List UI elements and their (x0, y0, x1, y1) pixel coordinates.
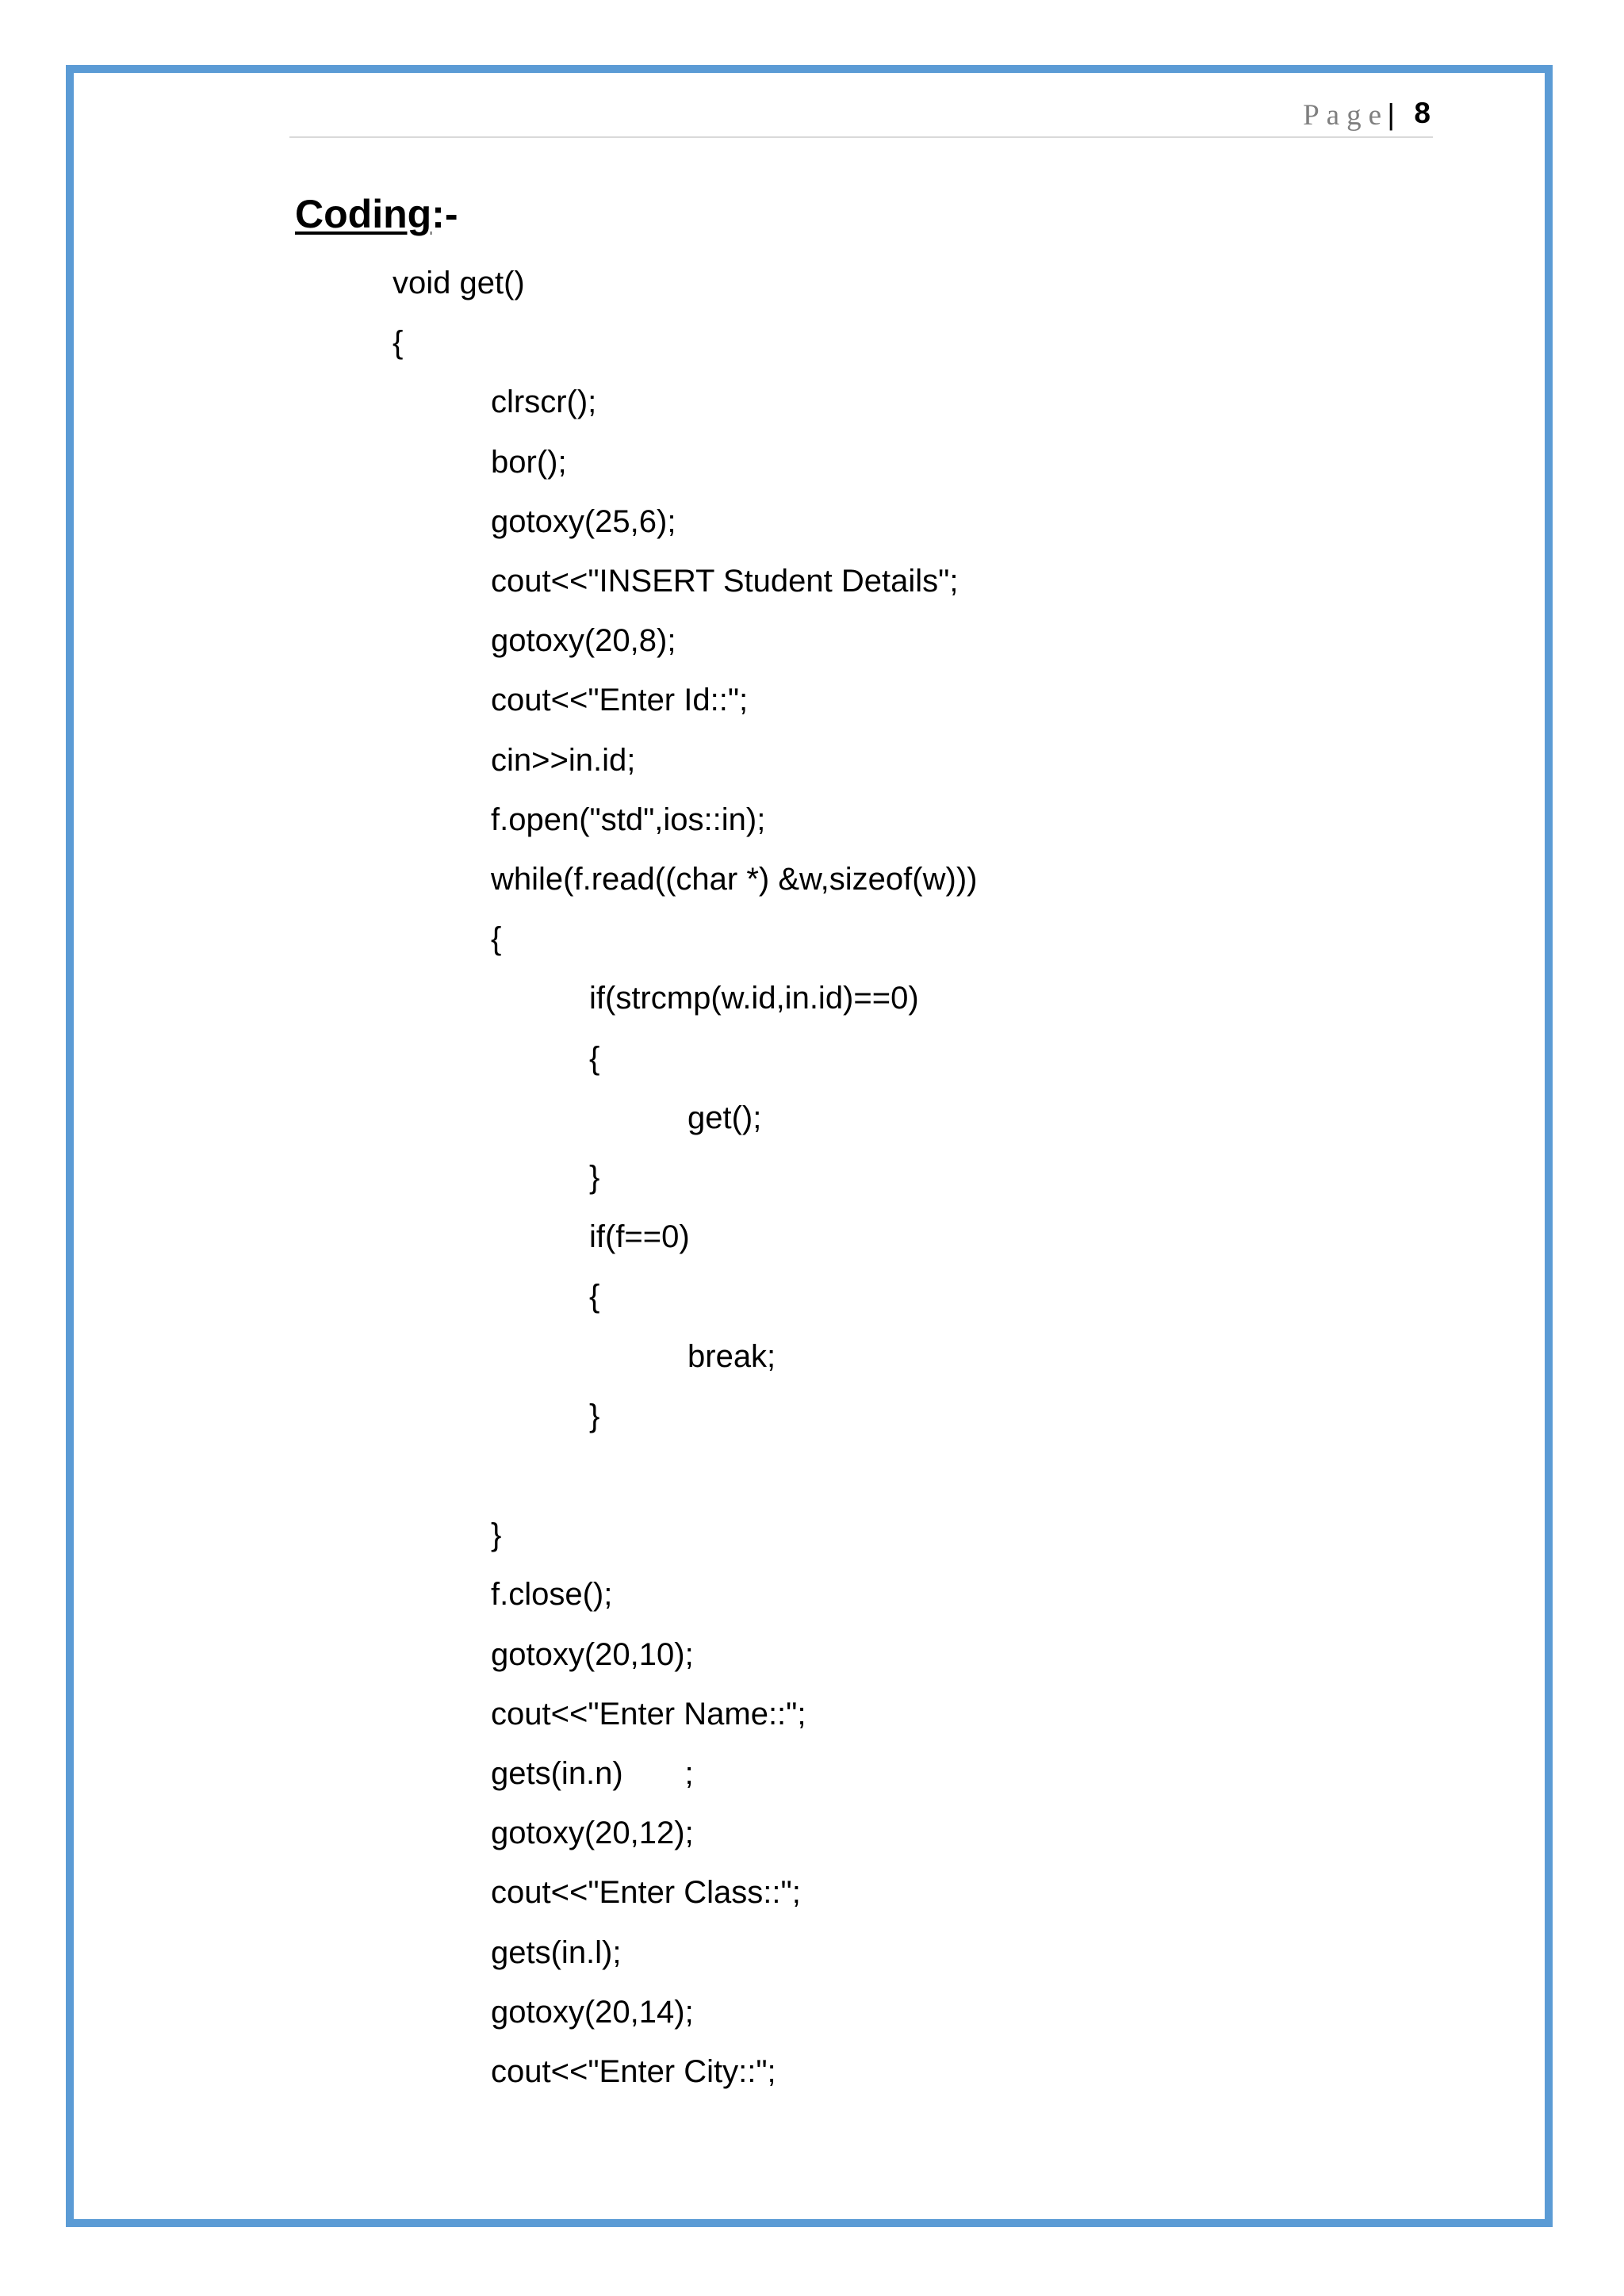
code-line: { (589, 1279, 600, 1314)
code-line: gotoxy(20,14); (491, 1994, 694, 2030)
code-line: { (491, 921, 502, 957)
code-line: gets(in.n) ; (491, 1756, 694, 1791)
code-line: cout<<"INSERT Student Details"; (491, 564, 959, 599)
code-line: gotoxy(20,10); (491, 1636, 694, 1672)
code-line: f.open("std",ios::in); (491, 802, 766, 837)
code-line: if(f==0) (589, 1219, 690, 1255)
page-separator: | (1387, 98, 1395, 131)
code-line: if(strcmp(w.id,in.id)==0) (589, 981, 919, 1016)
code-line: cout<<"Enter Id::"; (491, 683, 749, 718)
code-line: break; (688, 1338, 776, 1374)
code-line: get(); (688, 1100, 762, 1135)
page-number: 8 (1414, 97, 1431, 129)
section-heading-suffix: :- (431, 192, 458, 236)
code-line: gotoxy(25,6); (491, 503, 676, 539)
code-line: gets(in.l); (491, 1934, 622, 1970)
code-line: } (589, 1398, 600, 1433)
code-line: cout<<"Enter City::"; (491, 2054, 776, 2089)
page-label: Page (1303, 99, 1388, 132)
section-heading-word: Coding (295, 192, 432, 236)
code-line: f.close(); (491, 1577, 613, 1613)
code-line: gotoxy(20,8); (491, 623, 676, 659)
code-line: } (589, 1160, 600, 1195)
code-line: while(f.read((char *) &w,sizeof(w))) (491, 862, 978, 897)
code-line: clrscr(); (491, 385, 597, 420)
section-heading (295, 193, 458, 236)
code-line: bor(); (491, 444, 567, 480)
code-line: gotoxy(20,12); (491, 1816, 694, 1851)
code-line: cout<<"Enter Name::"; (491, 1696, 806, 1732)
page-header (289, 94, 1433, 138)
code-line: { (589, 1040, 600, 1076)
code-line: cin>>in.id; (491, 742, 636, 778)
code-line: cout<<"Enter Class::"; (491, 1875, 801, 1911)
code-line: } (491, 1517, 502, 1553)
page-border (66, 65, 1553, 2227)
code-line: { (393, 325, 404, 361)
code-line: void get() (393, 266, 525, 300)
